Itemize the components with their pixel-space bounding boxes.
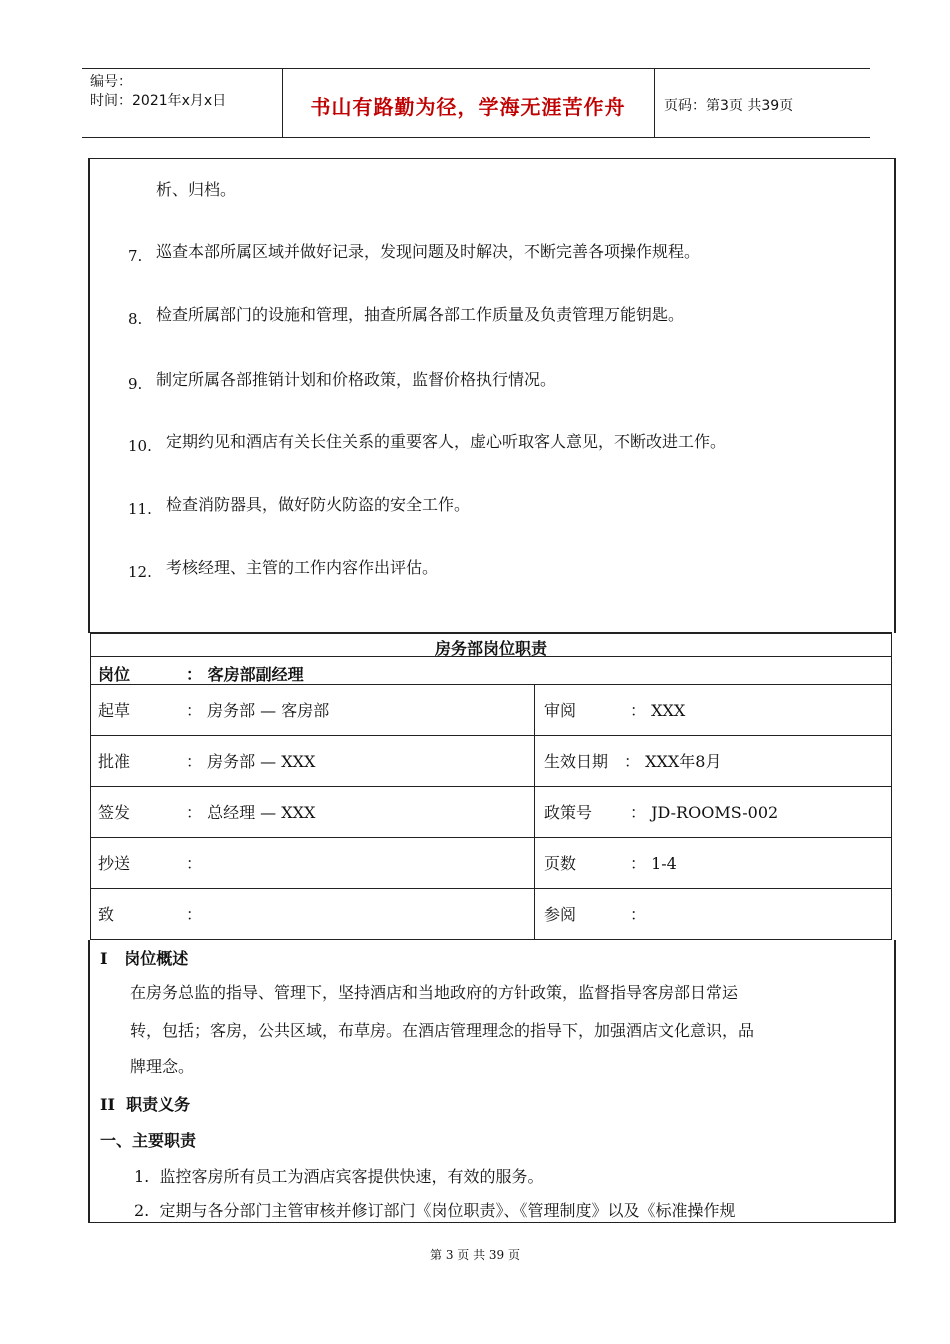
approved-by-label: 批准: [98, 752, 131, 771]
issued-by-label: 签发: [98, 803, 131, 822]
page-footer: 第 3 页 共 39 页: [430, 1248, 520, 1262]
to-label: 致: [98, 905, 115, 924]
issued-by-value: ： 总经理 — XXX: [186, 803, 316, 822]
cc-label: 抄送: [98, 854, 131, 873]
position-description: [88, 940, 896, 1223]
table-rule: [90, 786, 892, 787]
drafted-by-value: ： 房务部 — 客房部: [186, 701, 330, 720]
position-info-table: [90, 632, 892, 940]
header-page-number: 页码：第3页 共39页: [664, 98, 794, 114]
list-item-text: 定期约见和酒店有关长住关系的重要客人，虚心听取客人意见，不断改进工作。: [166, 432, 727, 451]
section-overview-title: I 岗位概述: [100, 949, 189, 968]
table-column-divider: [534, 684, 535, 940]
time-label: 时间：2021年x月x日: [90, 93, 227, 109]
header-divider: [654, 69, 655, 137]
table-title: 房务部岗位职责: [434, 639, 547, 658]
reviewed-by-label: 审阅: [544, 701, 577, 720]
table-rule: [90, 735, 892, 736]
reference-value: ：: [630, 905, 647, 924]
list-item-number: 9.: [128, 375, 143, 393]
policy-number-label: 政策号: [544, 803, 593, 822]
page-header: [82, 68, 870, 138]
pages-value: ： 1-4: [630, 854, 677, 873]
cc-value: ：: [186, 854, 203, 873]
main-duties-title: 一、主要职责: [100, 1131, 197, 1150]
policy-number-value: ： JD-ROOMS-002: [630, 803, 779, 822]
overview-line: 转，包括；客房，公共区域，布草房。在酒店管理理念的指导下，加强酒店文化意识，品: [130, 1021, 755, 1040]
position-value: ： 客房部副经理: [186, 665, 304, 684]
table-rule: [90, 888, 892, 889]
approved-by-value: ： 房务部 — XXX: [186, 752, 316, 771]
list-item-number: 11.: [128, 500, 152, 518]
position-label: 岗位: [98, 665, 131, 684]
duty-item: 2. 定期与各分部门主管审核并修订部门《岗位职责》、《管理制度》以及《标准操作规: [134, 1201, 736, 1220]
effective-date-label: 生效日期: [544, 752, 609, 771]
overview-line: 在房务总监的指导、管理下，坚持酒店和当地政府的方针政策，监督指导客房部日常运: [130, 983, 739, 1002]
overview-line: 牌理念。: [130, 1057, 195, 1076]
drafted-by-label: 起草: [98, 701, 131, 720]
header-motto: 书山有路勤为径，学海无涯苦作舟: [310, 95, 626, 119]
list-item-text: 考核经理、主管的工作内容作出评估。: [166, 558, 439, 577]
duty-item: 1. 监控客房所有员工为酒店宾客提供快速，有效的服务。: [134, 1167, 544, 1186]
number-label: 编号：: [90, 74, 132, 90]
list-item-text: 检查消防器具，做好防火防盗的安全工作。: [166, 495, 471, 514]
list-item-number: 8.: [128, 310, 143, 328]
section-duties-title: II 职责义务: [100, 1095, 191, 1114]
reference-label: 参阅: [544, 905, 577, 924]
list-item-text: 检查所属部门的设施和管理，抽查所属各部工作质量及负责管理万能钥匙。: [156, 305, 685, 324]
header-meta: [90, 73, 226, 111]
list-item-text: 制定所属各部推销计划和价格政策，监督价格执行情况。: [156, 370, 557, 389]
list-item-number: 7.: [128, 247, 143, 265]
table-border: [90, 632, 892, 634]
list-item-text: 巡查本部所属区域并做好记录，发现问题及时解决，不断完善各项操作规程。: [156, 242, 701, 261]
list-item-number: 12.: [128, 563, 152, 581]
table-rule: [90, 837, 892, 838]
continued-duties-box: [88, 158, 896, 633]
to-value: ：: [186, 905, 203, 924]
effective-date-value: ： XXX年8月: [624, 752, 722, 771]
pages-label: 页数: [544, 854, 577, 873]
list-continuation: 析、归档。: [156, 180, 237, 199]
reviewed-by-value: ： XXX: [630, 701, 686, 720]
list-item-number: 10.: [128, 437, 152, 455]
